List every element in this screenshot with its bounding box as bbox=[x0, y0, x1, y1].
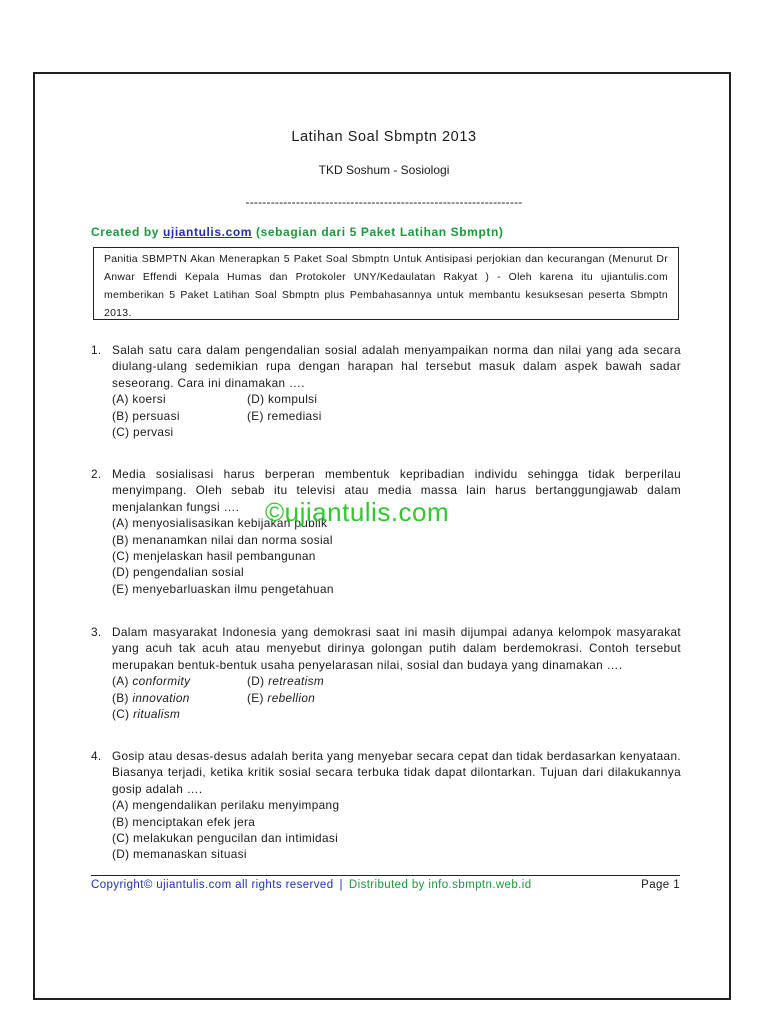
page-number: Page 1 bbox=[641, 879, 680, 891]
option-b[interactable]: (B) persuasi bbox=[112, 408, 180, 423]
option-c[interactable]: (C) pervasi bbox=[112, 425, 174, 440]
option-d[interactable]: (D) kompulsi bbox=[247, 392, 318, 407]
page-subtitle: TKD Soshum - Sosiologi bbox=[318, 163, 450, 177]
question-stem: Salah satu cara dalam pengendalian sosial adalah menyampaikan norma dan nilai yang ada secara diulang-ulang sedemikian rupa dengan harapan hal tersebut masuk dalam aspek bawah sadar seseorang. Cara ini dinamakan …. bbox=[112, 343, 681, 390]
question-1 bbox=[91, 342, 681, 440]
option-d[interactable]: (D) pengendalian sosial bbox=[112, 565, 244, 580]
footer-credits bbox=[91, 879, 532, 891]
question-number: 3. bbox=[91, 625, 102, 639]
option-c[interactable]: (C) ritualism bbox=[112, 707, 181, 722]
option-e[interactable]: (E) rebellion bbox=[247, 690, 316, 705]
option-b[interactable]: (B) menanamkan nilai dan norma sosial bbox=[112, 532, 333, 547]
option-a[interactable]: (A) menyosialisasikan kebijakan publik bbox=[112, 516, 328, 531]
option-d[interactable]: (D) memanaskan situasi bbox=[112, 847, 247, 862]
question-number: 2. bbox=[91, 467, 102, 481]
option-b[interactable]: (B) menciptakan efek jera bbox=[112, 814, 256, 829]
question-options bbox=[112, 797, 681, 863]
question-options bbox=[112, 391, 681, 440]
created-by-line bbox=[91, 225, 504, 239]
footer-copyright: Copyright© ujiantulis.com all rights reserved bbox=[91, 879, 334, 891]
question-options bbox=[112, 673, 681, 722]
page-footer bbox=[91, 875, 680, 900]
created-suffix: (sebagian dari 5 Paket Latihan Sbmptn) bbox=[252, 225, 504, 239]
footer-separator: | bbox=[339, 879, 343, 891]
option-a[interactable]: (A) koersi bbox=[112, 392, 166, 407]
option-b[interactable]: (B) innovation bbox=[112, 690, 190, 705]
question-2 bbox=[91, 466, 681, 597]
question-stem: Dalam masyarakat Indonesia yang demokrasi saat ini masih dijumpai adanya kelompok masyarakat yang acuh tak acuh atau menyebut dirinya golongan putih dalam berdemokrasi. Contoh tersebut merupakan bentuk-bentuk usaha penyelarasan nilai, sosial dan budaya yang dinamakan …. bbox=[112, 625, 681, 672]
question-number: 4. bbox=[91, 749, 102, 763]
page-title: Latihan Soal Sbmptn 2013 bbox=[291, 129, 477, 145]
option-a[interactable]: (A) mengendalikan perilaku menyimpang bbox=[112, 798, 340, 813]
option-d[interactable]: (D) retreatism bbox=[247, 674, 325, 689]
question-number: 1. bbox=[91, 343, 102, 357]
footer-distributed[interactable]: Distributed by info.sbmptn.web.id bbox=[348, 879, 532, 891]
option-a[interactable]: (A) conformity bbox=[112, 674, 191, 689]
info-box: Panitia SBMPTN Akan Menerapkan 5 Paket Soal Sbmptn Untuk Antisipasi perjokian dan kecurangan (Menurut Dr Anwar Effendi Kepala Humas dan Protokoler UNY/Kedaulatan Rakyat ) - Oleh karena itu ujiantulis.com memberikan 5 Paket Latihan Soal Sbmptn plus Pembahasannya untuk membantu kesuksesan peserta Sbmptn 2013. bbox=[93, 247, 679, 320]
question-4 bbox=[91, 748, 681, 863]
question-3 bbox=[91, 624, 681, 722]
option-e[interactable]: (E) menyebarluaskan ilmu pengetahuan bbox=[112, 581, 334, 596]
question-stem: Gosip atau desas-desus adalah berita yang menyebar secara cepat dan tidak berdasarkan kenyataan. Biasanya terjadi, ketika kritik sosial secara terbuka tidak dapat dilontarkan. Tujuan dari dilakukannya gosip adalah …. bbox=[112, 749, 681, 796]
question-stem: Media sosialisasi harus berperan membentuk kepribadian individu sehingga tidak berperilau menyimpang. Oleh sebab itu televisi atau media massa lain harus bertanggungjawab dalam menjalankan fungsi …. bbox=[112, 467, 681, 514]
option-c[interactable]: (C) menjelaskan hasil pembangunan bbox=[112, 549, 316, 564]
option-c[interactable]: (C) melakukan pengucilan dan intimidasi bbox=[112, 831, 339, 846]
watermark: ©ujiantulis.com bbox=[265, 497, 450, 527]
option-e[interactable]: (E) remediasi bbox=[247, 408, 322, 423]
created-link[interactable]: ujiantulis.com bbox=[162, 225, 253, 239]
created-prefix: Created by bbox=[91, 225, 163, 239]
divider-line: ------------------------------------------------------------------ bbox=[245, 195, 523, 209]
